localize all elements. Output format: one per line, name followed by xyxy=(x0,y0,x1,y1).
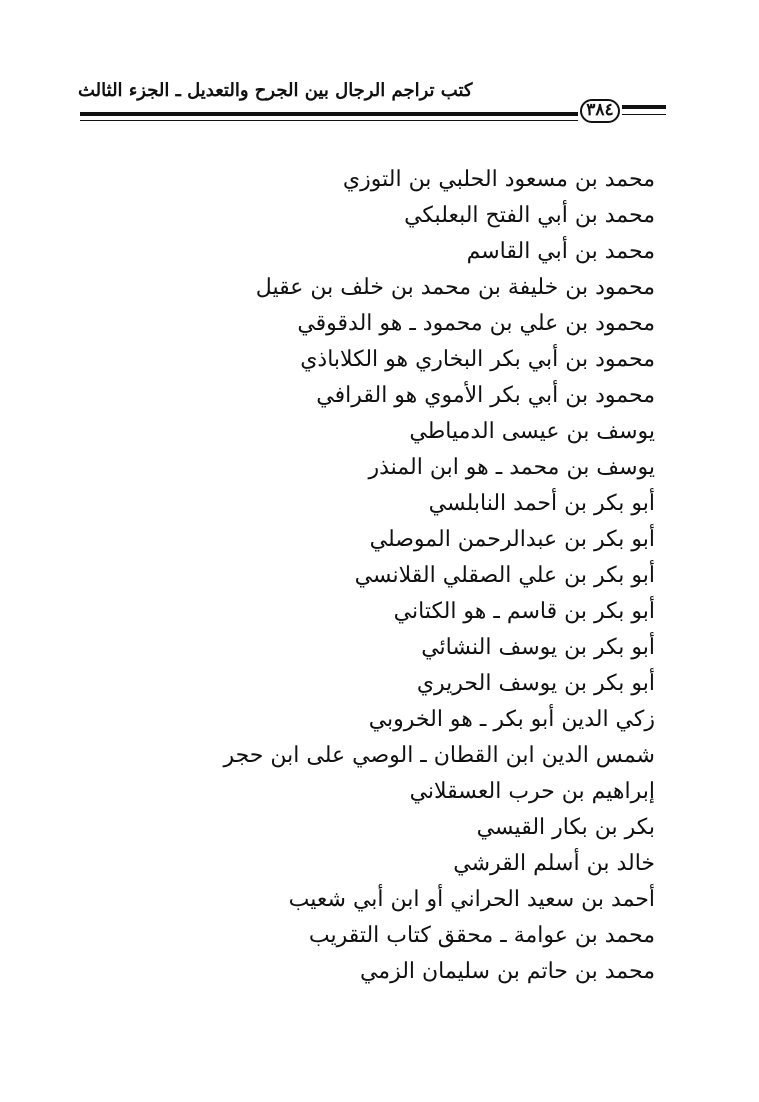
list-item: أبو بكر بن يوسف الحريري xyxy=(416,671,655,696)
names-list xyxy=(95,162,655,990)
list-item: محمود بن علي بن محمود ـ هو الدقوقي xyxy=(297,311,655,336)
list-item: خالد بن أسلم القرشي xyxy=(453,851,655,876)
header-rule-right-thick xyxy=(622,105,666,109)
list-item: محمد بن عوامة ـ محقق كتاب التقريب xyxy=(308,923,655,948)
list-item: محمود بن أبي بكر الأموي هو القرافي xyxy=(316,383,655,408)
list-item: محمد بن حاتم بن سليمان الزمي xyxy=(359,959,655,984)
list-item: محمود بن خليفة بن محمد بن خلف بن عقيل xyxy=(255,275,655,300)
list-item: أحمد بن سعيد الحراني أو ابن أبي شعيب xyxy=(288,887,655,912)
list-item: يوسف بن محمد ـ هو ابن المنذر xyxy=(368,455,655,480)
list-item: محمد بن أبي الفتح البعلبكي xyxy=(404,203,655,228)
list-item: زكي الدين أبو بكر ـ هو الخروبي xyxy=(368,707,655,732)
list-item: يوسف بن عيسى الدمياطي xyxy=(409,419,655,444)
header-rule-right-thin xyxy=(622,114,666,115)
page-number-badge: ٣٨٤ xyxy=(580,99,620,123)
list-item: بكر بن بكار القيسي xyxy=(476,815,655,840)
running-header-title: كتب تراجم الرجال بين الجرح والتعديل ـ الجزء الثالث xyxy=(78,80,473,101)
list-item: محمد بن أبي القاسم xyxy=(466,239,655,264)
list-item: أبو بكر بن علي الصقلي القلانسي xyxy=(354,563,655,588)
header-rule-thick xyxy=(80,112,578,116)
list-item: محمد بن مسعود الحلبي بن التوزي xyxy=(342,167,655,192)
list-item: إبراهيم بن حرب العسقلاني xyxy=(409,779,655,804)
list-item: أبو بكر بن أحمد النابلسي xyxy=(428,491,655,516)
header-rule-thin xyxy=(80,120,578,121)
list-item: أبو بكر بن قاسم ـ هو الكتاني xyxy=(393,599,655,624)
list-item: أبو بكر بن عبدالرحمن الموصلي xyxy=(369,527,655,552)
list-item: أبو بكر بن يوسف النشائي xyxy=(421,635,655,660)
list-item: شمس الدين ابن القطان ـ الوصي على ابن حجر xyxy=(223,743,655,768)
list-item: محمود بن أبي بكر البخاري هو الكلاباذي xyxy=(300,347,655,372)
